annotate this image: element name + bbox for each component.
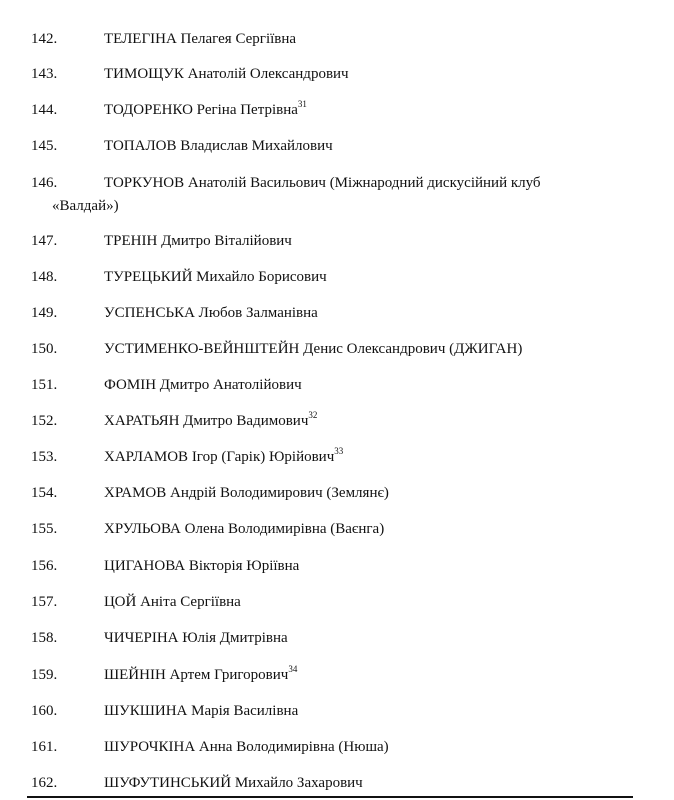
entry-number: 148. [31,269,58,285]
entry-given-names: Дмитро Анатолійович [159,377,302,393]
entry-surname: ТОПАЛОВ [104,138,177,154]
entry-name [104,664,297,686]
entry-name [104,99,307,121]
entry-name [104,700,298,722]
entry-surname: ХРУЛЬОВА [104,521,181,537]
entry-surname: ШУКШИНА [104,703,188,719]
footnote-ref[interactable]: 33 [334,446,344,456]
entry-surname: ЧИЧЕРІНА [104,630,179,646]
entry-given-names: Артем Григорович [169,667,289,683]
entry-name [104,627,288,649]
entry-name [104,555,299,577]
entry-number: 150. [31,341,58,357]
entry-name [104,63,349,85]
entry-given-names: Ігор (Гарік) Юрійович [191,449,335,465]
entry-given-names: Денис Олександрович (ДЖИГАН) [303,341,523,357]
entry-name [104,410,317,432]
entry-name [104,302,318,324]
entry-number: 157. [31,594,58,610]
entry-name [104,446,343,468]
entry-given-names: Андрій Володимирович (Землянє) [170,485,389,501]
entry-surname: ТУРЕЦЬКИЙ [104,269,193,285]
entry-number: 152. [31,413,58,429]
entry-surname: УСПЕНСЬКА [104,305,195,321]
entry-number: 156. [31,558,58,574]
entry-given-names: Михайло Захарович [234,775,363,791]
entry-name [104,374,302,396]
entry-given-names: Марія Василівна [191,703,299,719]
entry-number: 146. [31,175,58,191]
entry-number: 142. [31,31,58,47]
entry-number: 149. [31,305,58,321]
entry-given-names: Михайло Борисович [196,269,327,285]
entry-given-names: Владислав Михайлович [180,138,333,154]
entry-surname: ШЕЙНІН [104,667,166,683]
entry-given-names: Пелагея Сергіївна [180,31,297,47]
entry-name [104,736,389,758]
entry-surname: ТИМОЩУК [104,66,184,82]
entry-given-names: Анатолій Васильович (Міжнародний дискусійний клуб [187,175,541,191]
entry-given-names: Аніта Сергіївна [140,594,241,610]
entry-name [104,172,541,194]
footnote-ref[interactable]: 31 [297,99,307,109]
entry-surname: ХРАМОВ [104,485,167,501]
entry-given-names: Вікторія Юріївна [188,558,300,574]
entry-number: 144. [31,102,58,118]
entry-number: 154. [31,485,58,501]
entry-given-names: Юлія Дмитрівна [182,630,288,646]
entry-name [104,28,296,50]
entry-number: 161. [31,739,58,755]
entry-given-names: Регіна Петрівна [196,102,298,118]
entry-number: 143. [31,66,58,82]
entry-number: 147. [31,233,58,249]
footnote-ref[interactable]: 32 [308,410,318,420]
entry-name [104,135,333,157]
entry-number: 151. [31,377,58,393]
entry-given-names: Анатолій Олександрович [187,66,349,82]
entry-name [104,518,384,540]
entry-given-names: Анна Володимирівна (Нюша) [198,739,389,755]
entry-surname: ХАРЛАМОВ [104,449,189,465]
entry-number: 160. [31,703,58,719]
footnote-ref[interactable]: 34 [288,664,298,674]
entry-surname: ХАРАТЬЯН [104,413,180,429]
entry-continuation: «Валдай») [52,198,119,214]
entry-surname: ТОДОРЕНКО [104,102,193,118]
entry-number: 162. [31,775,58,791]
entry-surname: ЦИГАНОВА [104,558,186,574]
entry-name [104,338,522,360]
entry-number: 155. [31,521,58,537]
entry-number: 153. [31,449,58,465]
entry-surname: ТЕЛЕГІНА [104,31,177,47]
entry-number: 145. [31,138,58,154]
entry-number: 159. [31,667,58,683]
entry-surname: ШУРОЧКІНА [104,739,196,755]
entry-surname: ТРЕНІН [104,233,158,249]
entry-given-names: Дмитро Вадимович [183,413,309,429]
entry-given-names: Дмитро Віталійович [161,233,292,249]
entry-given-names: Олена Володимирівна (Ваєнга) [184,521,385,537]
entry-surname: ЦОЙ [104,594,137,610]
entry-surname: ФОМІН [104,377,157,393]
entry-number: 158. [31,630,58,646]
entry-surname: ТОРКУНОВ [104,175,185,191]
entry-name [104,266,327,288]
entry-surname: ШУФУТИНСЬКИЙ [104,775,232,791]
entry-name [104,230,292,252]
footnote-separator-line [27,796,633,798]
entry-surname: УСТИМЕНКО-ВЕЙНШТЕЙН [104,341,300,357]
entry-name [104,591,241,613]
entry-given-names: Любов Залманівна [198,305,318,321]
entry-name [104,772,363,794]
entry-name [104,482,389,504]
